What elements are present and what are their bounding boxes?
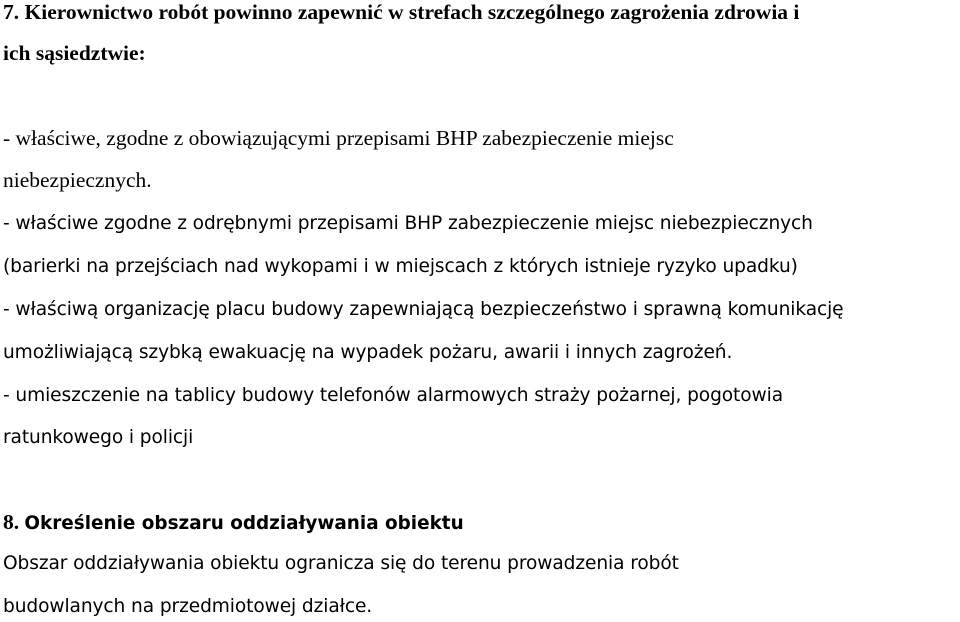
section-7-paragraph-line-2: niebezpiecznych.	[3, 168, 152, 192]
section-7-paragraph-line-1: - właściwe, zgodne z obowiązującymi przepisami BHP zabezpieczenie miejsc	[3, 126, 674, 150]
section-7-heading-line-2: ich sąsiedztwie:	[3, 41, 146, 65]
section-7-paragraph-line-8: ratunkowego i policji	[3, 427, 194, 448]
section-8-heading-text: Określenie obszaru oddziaływania obiektu	[24, 513, 464, 534]
section-8-paragraph-line-2: budowlanych na przedmiotowej działce.	[3, 596, 373, 617]
section-7-paragraph-line-6: umożliwiającą szybką ewakuację na wypadek pożaru, awarii i innych zagrożeń.	[3, 342, 733, 363]
section-7-paragraph-line-5: - właściwą organizację placu budowy zapewniającą bezpieczeństwo i sprawną komunikację	[3, 299, 844, 320]
section-7-paragraph-line-3: - właściwe zgodne z odrębnymi przepisami BHP zabezpieczenie miejsc niebezpiecznych	[3, 213, 813, 234]
section-7-heading-line-1: 7. Kierownictwo robót powinno zapewnić w strefach szczególnego zagrożenia zdrowia i	[3, 0, 800, 24]
section-8-heading-number: 8.	[3, 510, 20, 534]
section-8-paragraph-line-1: Obszar oddziaływania obiektu ogranicza się do terenu prowadzenia robót	[3, 553, 679, 574]
section-7-paragraph-line-4: (barierki na przejściach nad wykopami i w miejscach z których istnieje ryzyko upadku)	[3, 256, 798, 277]
section-7-paragraph-line-7: - umieszczenie na tablicy budowy telefonów alarmowych straży pożarnej, pogotowia	[3, 385, 783, 406]
section-8-heading	[3, 509, 464, 537]
